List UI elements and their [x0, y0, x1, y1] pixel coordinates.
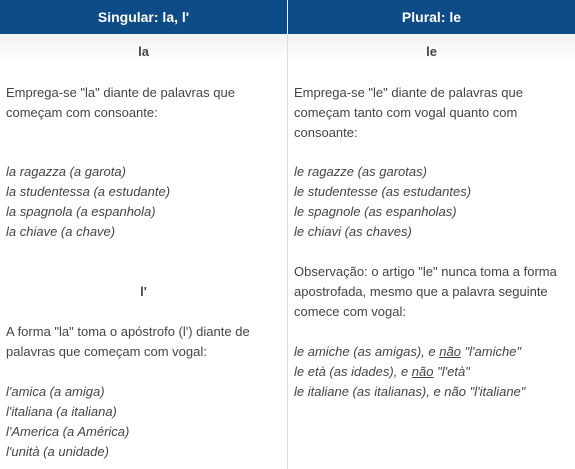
text-le-line-1: Emprega-se "le" diante de palavras que	[294, 85, 523, 100]
table-body	[0, 34, 575, 469]
text-la-line-2: começam com consoante:	[6, 105, 158, 120]
observation-line-2: apostrofada, mesmo que a palavra seguinte	[294, 284, 548, 299]
section-title-l: l'	[140, 284, 147, 299]
example-le-4: le chiavi (as chaves)	[294, 224, 412, 239]
text-le-line-3: consoante:	[294, 125, 358, 140]
example-le-3: le spagnole (as espanholas)	[294, 204, 457, 219]
negative-example-3	[294, 382, 569, 402]
example-l-2: l'italiana (a italiana)	[6, 404, 117, 419]
example-l-1: l'amica (a amiga)	[6, 384, 105, 399]
example-le-1: le ragazze (as garotas)	[294, 164, 427, 179]
example-le-2: le studentesse (as estudantes)	[294, 184, 472, 199]
neg-example-1-nao: não	[439, 344, 461, 359]
example-la-4: la chiave (a chave)	[6, 224, 116, 239]
example-l-4: l'unità (a unidade)	[6, 444, 109, 459]
singular-column	[0, 34, 287, 469]
section-title-la: la	[138, 44, 149, 59]
negative-example-2	[294, 362, 569, 382]
section-title-le: le	[426, 44, 437, 59]
header-plural: Plural: le	[287, 0, 575, 34]
neg-example-2-text: le età (as idades), e	[294, 364, 412, 379]
text-la-line-1: Emprega-se "la" diante de palavras que	[6, 85, 235, 100]
observation-line-3: comece com vogal:	[294, 304, 406, 319]
example-l-3: l'America (a América)	[6, 424, 130, 439]
text-le-line-2: começam tanto com vogal quanto com	[294, 105, 518, 120]
table-header	[0, 0, 575, 34]
neg-example-1-form: "l'amiche"	[460, 344, 522, 359]
neg-example-2-nao: não	[411, 364, 434, 379]
neg-example-1-text: le amiche (as amigas), e	[294, 344, 440, 359]
neg-example-3-text: le italiane (as italianas), e não "l'italiane"	[294, 384, 526, 399]
text-l-line-1: A forma "la" toma o apóstrofo (l') diante de	[6, 324, 250, 339]
plural-column	[287, 34, 575, 469]
example-la-1: la ragazza (a garota)	[6, 164, 126, 179]
observation-line-1: Observação: o artigo "le" nunca toma a forma	[294, 264, 557, 279]
negative-example-1	[294, 342, 569, 362]
header-singular: Singular: la, l'	[97, 9, 190, 25]
example-la-3: la spagnola (a espanhola)	[6, 204, 156, 219]
example-la-2: la studentessa (a estudante)	[6, 184, 171, 199]
text-l-line-2: palavras que começam com vogal:	[6, 344, 207, 359]
neg-example-2-form: "l'età"	[433, 364, 470, 379]
